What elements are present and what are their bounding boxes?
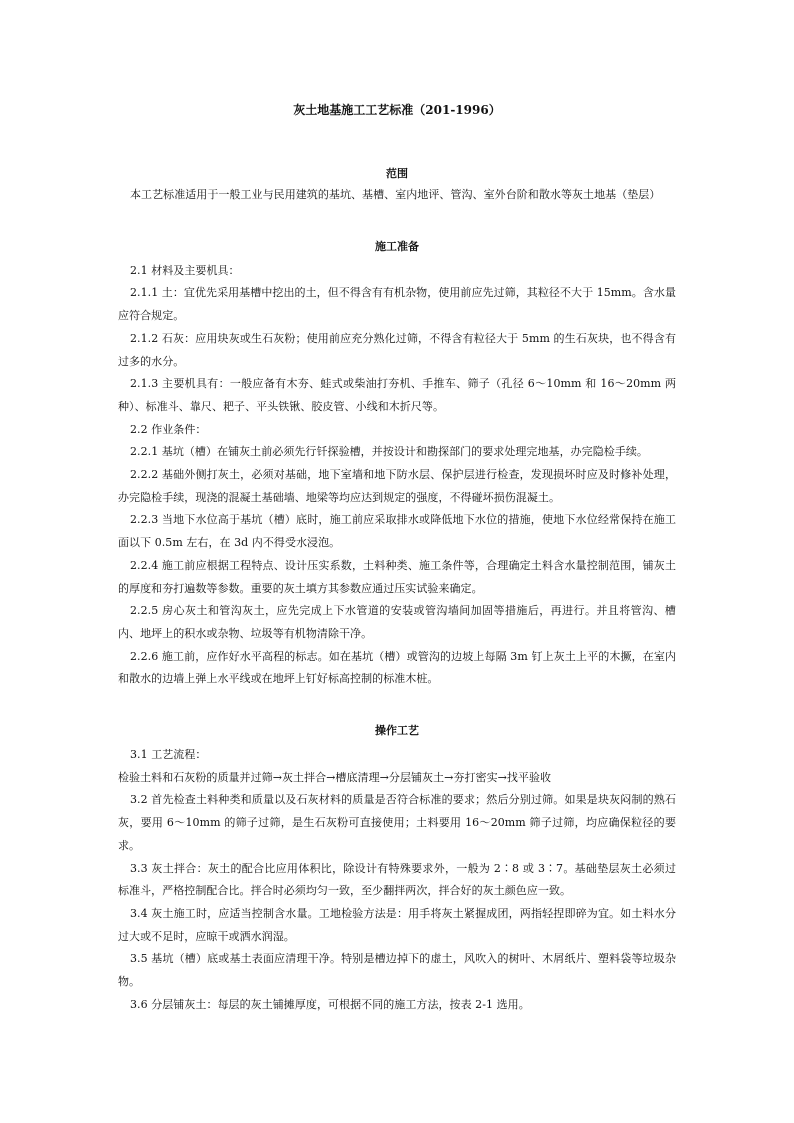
paragraph: 2.1.1 土：宜优先采用基槽中挖出的土，但不得含有有机杂物，使用前应先过筛，其粒径不大于 15mm。含水量应符合规定。 bbox=[118, 286, 676, 323]
paragraph: 3.1 工艺流程： bbox=[130, 748, 207, 762]
paragraph: 3.6 分层铺灰土：每层的灰土铺摊厚度，可根据不同的施工方法，按表 2-1 选用。 bbox=[130, 997, 530, 1011]
section-heading-scope: 范围 bbox=[386, 167, 408, 180]
paragraph: 本工艺标准适用于一般工业与民用建筑的基坑、基槽、室内地评、管沟、室外台阶和散水等灰土地基（垫层） bbox=[130, 188, 661, 201]
paragraph: 2.1.3 主要机具有：一般应备有木夯、蛙式或柴油打夯机、手推车、筛子（孔径 6～10mm 和 16～20mm 两种）、标准斗、靠尺、耙子、平头铁锹、胶皮管、小线和木折尺等。 bbox=[118, 377, 676, 413]
paragraph: 3.5 基坑（槽）底或基土表面应清理干净。特别是槽边掉下的虚土，风吹入的树叶、木屑纸片、塑料袋等垃圾杂物。 bbox=[118, 952, 676, 989]
paragraph: 2.1 材料及主要机具： bbox=[130, 263, 240, 277]
section-heading-preparation: 施工准备 bbox=[375, 239, 419, 253]
paragraph: 2.1.2 石灰：应用块灰或生石灰粉；使用前应充分熟化过筛，不得含有粒径大于 5mm 的生石灰块，也不得含有过多的水分。 bbox=[118, 331, 676, 368]
paragraph: 2.2.1 基坑（槽）在铺灰土前必须先行钎探验槽，并按设计和勘探部门的要求处理完地基，办完隐检手续。 bbox=[130, 445, 648, 459]
process-flow: 检验土料和石灰粉的质量并过筛→灰土拌合→槽底清理→分层铺灰土→夯打密实→找平验收 bbox=[118, 770, 552, 784]
paragraph: 2.2.4 施工前应根据工程特点、设计压实系数，土料种类、施工条件等，合理确定土料含水量控制范围，铺灰土的厚度和夯打遍数等参数。重要的灰土填方其参数应通过压实试验来确定。 bbox=[118, 558, 676, 595]
paragraph: 2.2.3 当地下水位高于基坑（槽）底时，施工前应采取排水或降低地下水位的措施，使地下水位经常保持在施工面以下 0.5m 左右，在 3d 内不得受水浸泡。 bbox=[118, 513, 676, 550]
paragraph: 2.2.6 施工前，应作好水平高程的标志。如在基坑（槽）或管沟的边坡上每隔 3m 钉上灰土上平的木撅，在室内和散水的边墙上弹上水平线或在地坪上钉好标高控制的标准木桩。 bbox=[118, 649, 676, 686]
section-heading-operation: 操作工艺 bbox=[375, 724, 419, 738]
paragraph: 2.2.2 基础外侧打灰土，必须对基础，地下室墙和地下防水层、保护层进行检查，发现损坏时应及时修补处理，办完隐检手续，现浇的混凝土基础墙、地梁等均应达到规定的强度，不得碰坏损伤混凝土。 bbox=[118, 468, 676, 504]
paragraph: 2.2.5 房心灰土和管沟灰土，应先完成上下水管道的安装或管沟墙间加固等措施后，再进行。并且将管沟、槽内、地坪上的积水或杂物、垃圾等有机物清除干净。 bbox=[118, 604, 676, 640]
paragraph: 3.2 首先检查土料种类和质量以及石灰材料的质量是否符合标准的要求；然后分别过筛。如果是块灰闷制的熟石灰，要用 6～10mm 的筛子过筛，是生石灰粉可直接使用；土料要用 16～20mm 筛子过筛，均应确保粒径的要求。 bbox=[118, 793, 676, 852]
paragraph: 3.3 灰土拌合：灰土的配合比应用体积比，除设计有特殊要求外，一般为 2∶8 或 3∶7。基础垫层灰土必须过标准斗，严格控制配合比。拌合时必须均匀一致，至少翻拌两次，拌合好的灰土颜色应一致。 bbox=[118, 861, 676, 898]
paragraph: 3.4 灰土施工时，应适当控制含水量。工地检验方法是：用手将灰土紧握成团，两指轻捏即碎为宜。如土料水分过大或不足时，应晾干或洒水润湿。 bbox=[118, 906, 676, 943]
document-title: 灰土地基施工工艺标准（201-1996） bbox=[293, 103, 501, 117]
paragraph: 2.2 作业条件： bbox=[130, 422, 207, 436]
